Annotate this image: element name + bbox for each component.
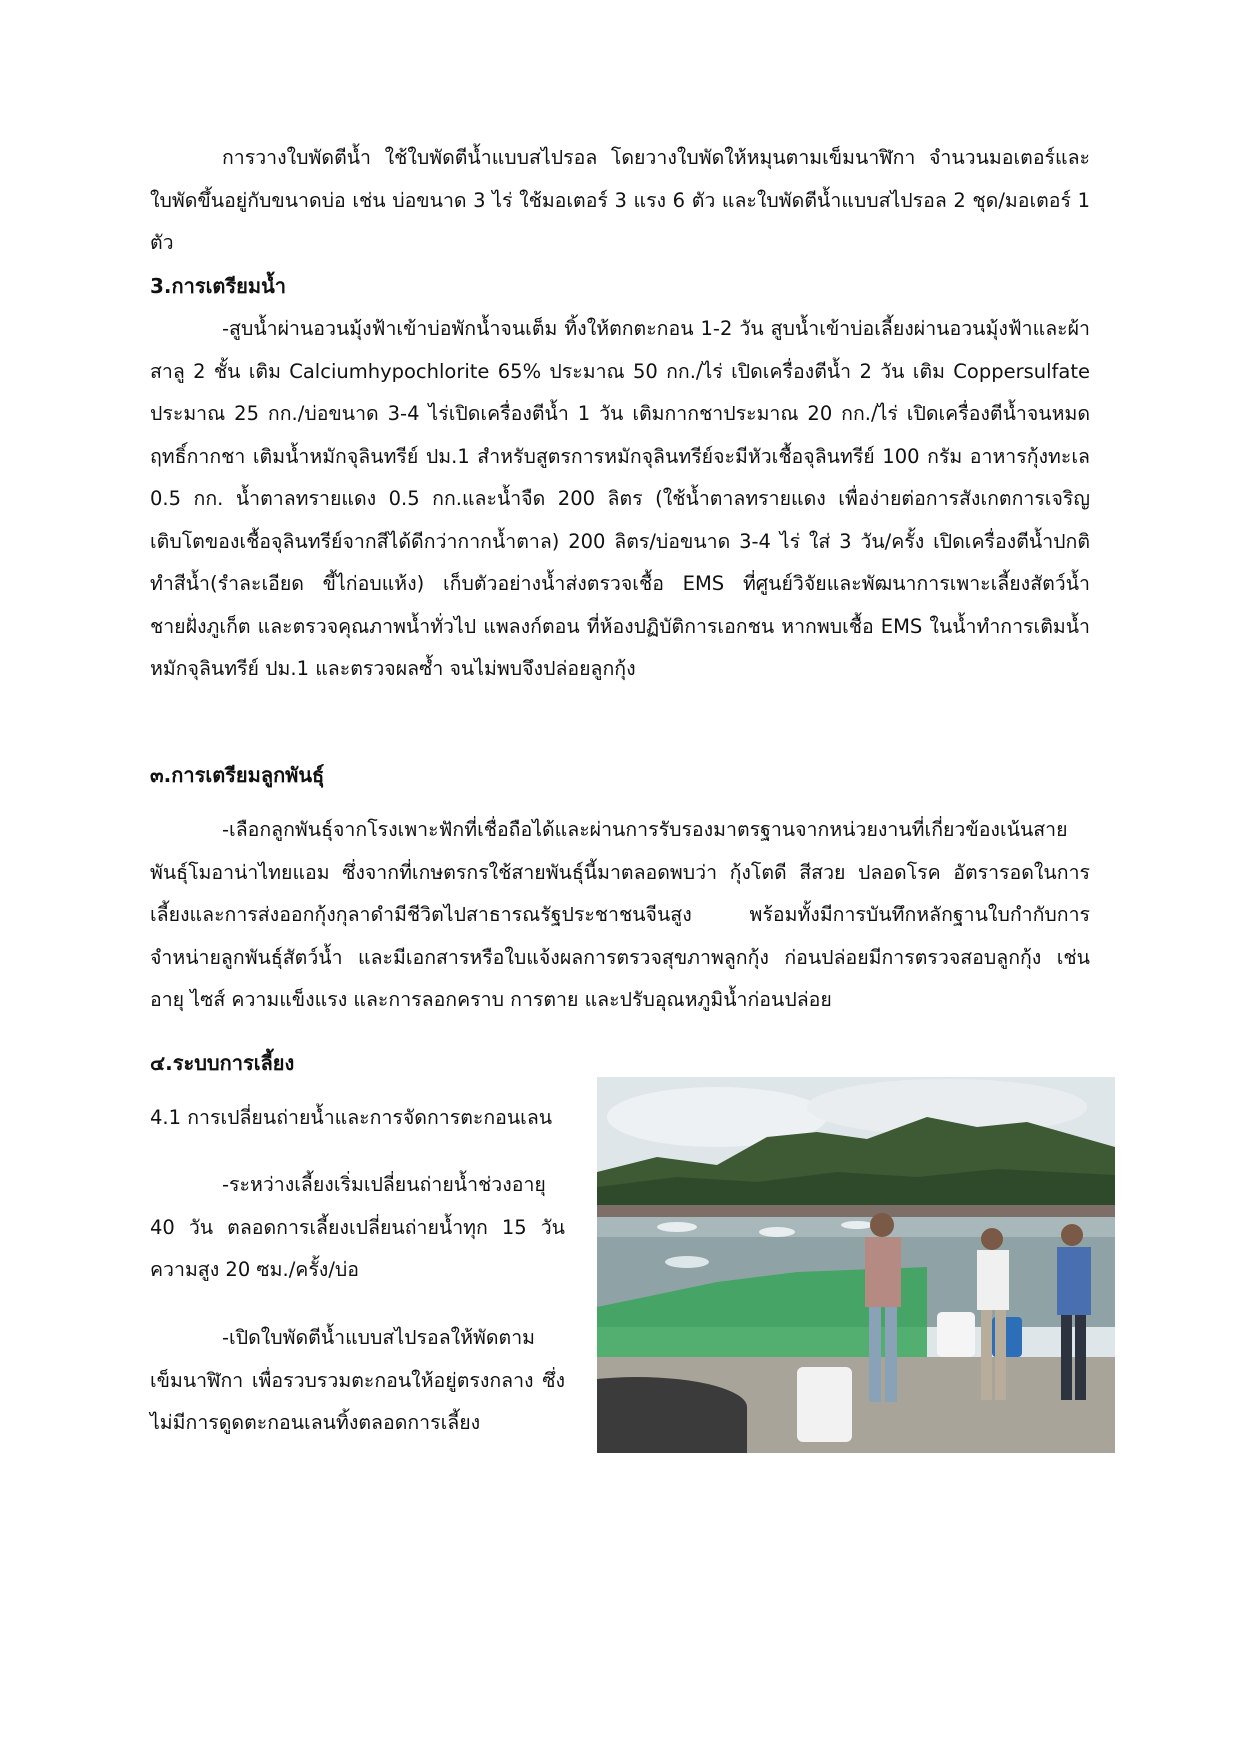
shrimp-pond-photo [597,1077,1115,1453]
subheading-water-exchange: 4.1 การเปลี่ยนถ่ายน้ำและการจัดการตะกอนเลน [150,1106,553,1129]
paragraph-water-preparation: -สูบน้ำผ่านอวนมุ้งฟ้าเข้าบ่อพักน้ำจนเต็ม ทิ้งให้ตกตะกอน 1-2 วัน สูบน้ำเข้าบ่อเลี้ยงผ่านอวนมุ้งฟ้าและผ้าสาลู 2 ชั้น เติม Calciumhypochlorite 65% ประมาณ 50 กก./ไร่ เปิดเครื่องตีน้ำ 2 วัน เติม Coppersulfate ประมาณ 25 กก./บ่อขนาด 3-4 ไร่เปิดเครื่องตีน้ำ 1 วัน เติมกากชาประมาณ 20 กก./ไร่ เปิดเครื่องตีน้ำจนหมดฤทธิ์กากชา เติมน้ำหมักจุลินทรีย์ ปม.1 สำหรับสูตรการหมักจุลินทรีย์จะมีหัวเชื้อจุลินทรีย์ 100 กรัม อาหารกุ้งทะเล 0.5 กก. น้ำตาลทรายแดง 0.5 กก.และน้ำจืด 200 ลิตร (ใช้น้ำตาลทรายแดง เพื่อง่ายต่อการสังเกตการเจริญเติบโตของเชื้อจุลินทรีย์จากสีได้ดีกว่ากากน้ำตาล) 200 ลิตร/บ่อขนาด 3-4 ไร่ ใส่ 3 วัน/ครั้ง เปิดเครื่องตีน้ำปกติ ทำสีน้ำ(รำละเอียด ขี้ไก่อบแห้ง) เก็บตัวอย่างน้ำส่งตรวจเชื้อ EMS ที่ศูนย์วิจัยและพัฒนาการเพาะเลี้ยงสัตว์น้ำชายฝั่งภูเก็ต และตรวจคุณภาพน้ำทั่วไป แพลงก์ตอน ที่ห้องปฏิบัติการเอกชน หากพบเชื้อ EMS ในน้ำทำการเติมน้ำหมักจุลินทรีย์ ปม.1 และตรวจผลซ้ำ จนไม่พบจึงปล่อยลูกกุ้ง [150,317,1090,680]
heading-fry-preparation: ๓.การเตรียมลูกพันธุ์ [150,763,325,787]
paragraph-sediment: -เปิดใบพัดตีน้ำแบบสไปรอลให้พัดตามเข็มนาฬิกา เพื่อรวบรวมตะกอนให้อยู่ตรงกลาง ซึ่งไม่มีการดูดตะกอนเลนทิ้งตลอดการเลี้ยง [150,1326,565,1434]
paragraph-fry-preparation: -เลือกลูกพันธุ์จากโรงเพาะฟักที่เชื่อถือได้และผ่านการรับรองมาตรฐานจากหน่วยงานที่เกี่ยวข้องเน้นสายพันธุ์โมอาน่าไทยแอม ซึ่งจากที่เกษตรกรใช้สายพันธุ์นี้มาตลอดพบว่า กุ้งโตดี สีสวย ปลอดโรค อัตรารอดในการเลี้ยงและการส่งออกกุ้งกุลาดำมีชีวิตไปสาธารณรัฐประชาชนจีนสูง พร้อมทั้งมีการบันทึกหลักฐานใบกำกับการจำหน่ายลูกพันธุ์สัตว์น้ำ และมีเอกสารหรือใบแจ้งผลการตรวจสุขภาพลูกกุ้ง ก่อนปล่อยมีการตรวจสอบลูกกุ้ง เช่น อายุ ไซส์ ความแข็งแรง และการลอกคราบ การตาย และปรับอุณหภูมิน้ำก่อนปล่อย [150,818,1090,1011]
paragraph-aerator-setup: การวางใบพัดตีน้ำ ใช้ใบพัดตีน้ำแบบสไปรอล โดยวางใบพัดให้หมุนตามเข็มนาฬิกา จำนวนมอเตอร์และใบพัดขึ้นอยู่กับขนาดบ่อ เช่น บ่อขนาด 3 ไร่ ใช้มอเตอร์ 3 แรง 6 ตัว และใบพัดตีน้ำแบบสไปรอล 2 ชุด/มอเตอร์ 1 ตัว [150,146,1090,254]
heading-farming-system: ๔.ระบบการเลี้ยง [150,1051,295,1075]
heading-water-preparation: 3.การเตรียมน้ำ [150,274,286,298]
paragraph-water-exchange: -ระหว่างเลี้ยงเริ่มเปลี่ยนถ่ายน้ำช่วงอายุ 40 วัน ตลอดการเลี้ยงเปลี่ยนถ่ายน้ำทุก 15 วัน ความสูง 20 ซม./ครั้ง/บ่อ [150,1173,565,1281]
